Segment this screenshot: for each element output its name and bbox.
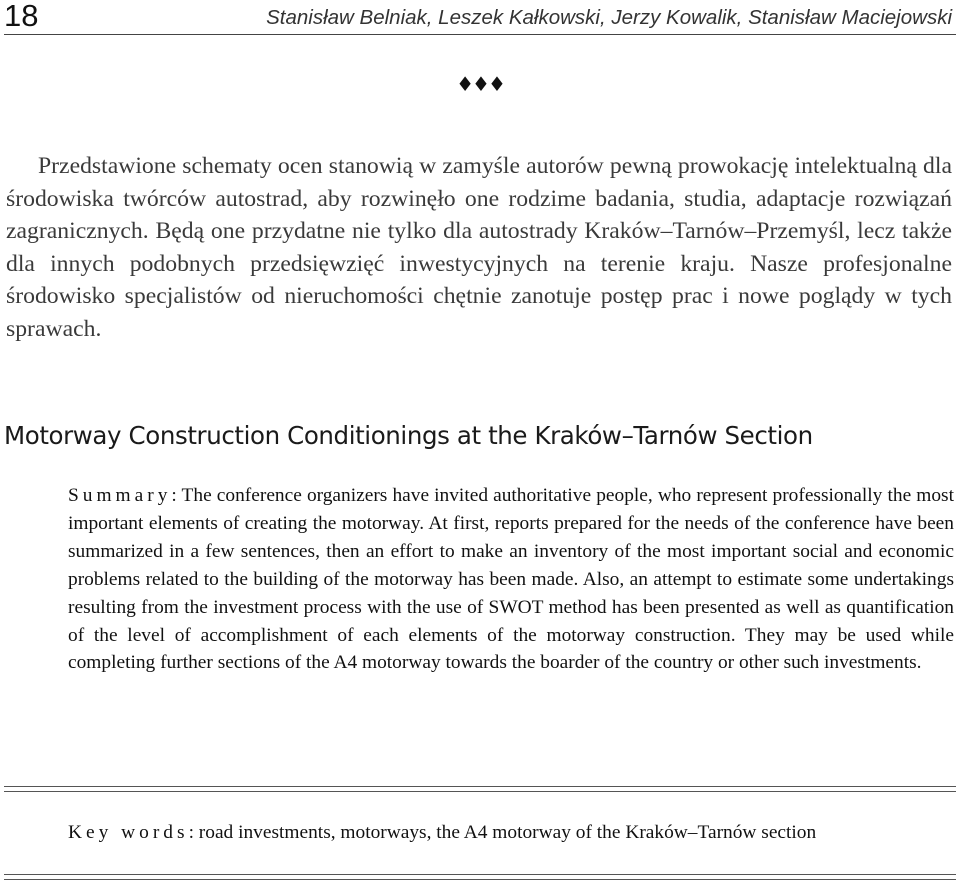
summary-text: : The conference organizers have invited authoritative people, who represent professionally the most important elements of creating the motorway. At first, reports prepared for the needs of the conference have been summarized in a few sentences, then an effort to make an inventory of the most important social and economic problems related to the building of the motorway has been made. Also, an attempt to estimate some undertakings resulting from the investment process with the use of SWOT method has been presented as well as quantification of the level of accomplishment of each elements of the motorway construction. They may be used while completing further sections of the A4 motorway towards the boarder of the country or other such investments. [68,485,954,674]
page-header [4,0,956,34]
keywords-line [68,819,954,847]
intro-text [6,150,952,346]
keywords-label: Key words [68,822,189,843]
english-title: Motorway Construction Conditionings at the Kraków–Tarnów Section [4,421,813,450]
page-number: 18 [4,0,39,33]
summary-paragraph [68,482,954,677]
section-ornament: ♦♦♦ [456,72,504,96]
summary-label: Summary [68,485,172,506]
keywords-text: : road investments, motorways, the A4 motorway of the Kraków–Tarnów section [188,822,817,843]
keywords-bottom-rule [4,874,956,880]
keywords-top-rule [4,786,956,792]
intro-paragraph: Przedstawione schematy ocen stanowią w zamyśle autorów pewną prowokację intelektualną dla środowiska twórców autostrad, aby rozwinęło one rodzime badania, studia, adaptacje rozwiązań zagranicznych. Będą one przydatne nie tylko dla autostrady Kraków–Tarnów–Przemyśl, lecz także dla innych podobnych przedsięwzięć inwestycyjnych na terenie kraju. Nasze profesjonalne środowisko specjalistów od nieruchomości chętnie zanotuje postęp prac i nowe poglądy w tych sprawach. [6,153,952,342]
running-head-authors: Stanisław Belniak, Leszek Kałkowski, Jerzy Kowalik, Stanisław Maciejowski [266,6,952,29]
header-rule [4,34,956,35]
